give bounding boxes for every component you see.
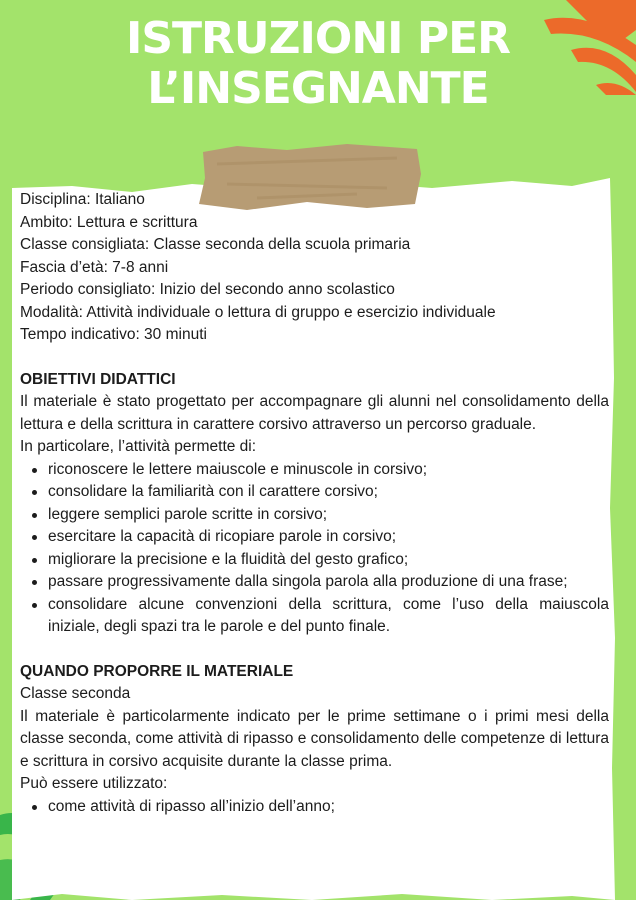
title-line-2: L’INSEGNANTE (147, 63, 489, 114)
obiettivi-intro: In particolare, l’attività permette di: (20, 438, 257, 455)
quando-intro: Può essere utilizzato: (20, 775, 168, 792)
title-line-1: ISTRUZIONI PER (125, 13, 511, 64)
quando-subheading: Classe seconda (20, 685, 131, 702)
list-item: come attività di ripasso all’inizio dell’anno; (48, 796, 609, 819)
list-item: leggere semplici parole scritte in corsivo; (48, 504, 609, 527)
list-item: consolidare la familiarità con il carattere corsivo; (48, 481, 609, 504)
info-disciplina: Disciplina: Italiano (20, 191, 145, 208)
info-ambito: Ambito: Lettura e scrittura (20, 213, 198, 231)
list-item: consolidare alcune convenzioni della scrittura, come l’uso della maiuscola iniziale, degli spazi tra le parole e del punto finale. (48, 594, 609, 639)
list-item: migliorare la precisione e la fluidità del gesto grafico; (48, 549, 609, 572)
info-modalita: Modalità: Attività individuale o lettura di gruppo e esercizio individuale (20, 303, 496, 321)
obiettivi-paragraph: Il materiale è stato progettato per accompagnare gli alunni nel consolidamento della lettura e della scrittura in carattere corsivo attraverso un percorso graduale. (20, 393, 609, 433)
quando-paragraph: Il materiale è particolarmente indicato per le prime settimane o i primi mesi della classe seconda, come attività di ripasso e consolidamento delle competenze di lettura e scrittura in corsivo acquisite durante la classe prima. (20, 707, 609, 770)
section-heading-obiettivi: OBIETTIVI DIDATTICI (20, 370, 176, 388)
info-fascia-eta: Fascia d’età: 7-8 anni (20, 258, 169, 276)
list-item: passare progressivamente dalla singola parola alla produzione di una frase; (48, 571, 609, 594)
section-heading-quando: QUANDO PROPORRE IL MATERIALE (20, 662, 294, 680)
obiettivi-list (20, 459, 609, 639)
info-tempo: Tempo indicativo: 30 minuti (20, 326, 207, 343)
document-body (20, 189, 609, 818)
list-item: riconoscere le lettere maiuscole e minuscole in corsivo; (48, 459, 609, 482)
list-item: esercitare la capacità di ricopiare parole in corsivo; (48, 526, 609, 549)
info-classe: Classe consigliata: Classe seconda della scuola primaria (20, 236, 411, 253)
quando-list (20, 796, 609, 819)
info-periodo: Periodo consigliato: Inizio del secondo anno scolastico (20, 281, 395, 298)
page-title (0, 14, 636, 114)
